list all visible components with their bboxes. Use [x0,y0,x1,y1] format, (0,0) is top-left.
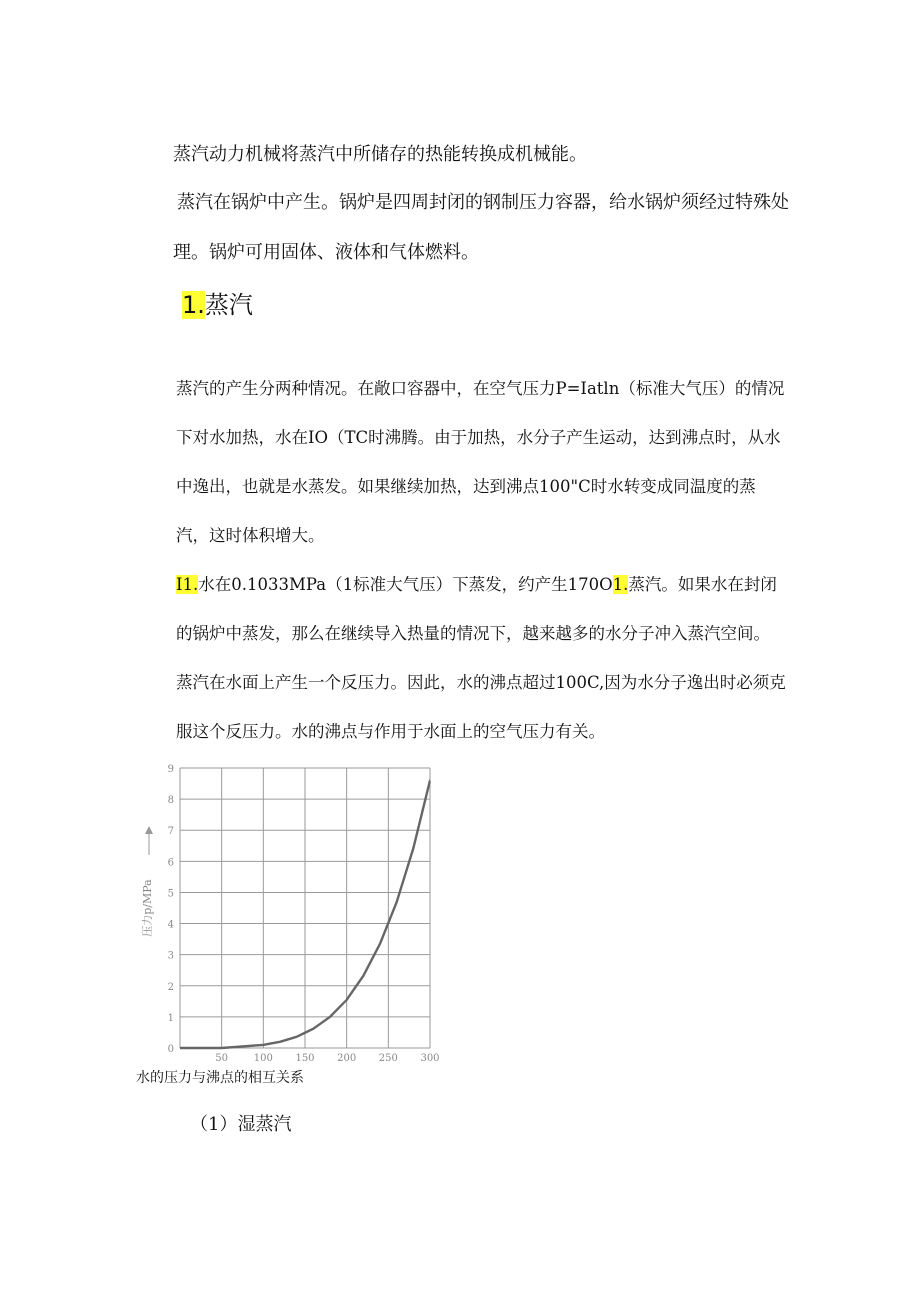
highlight-marker-1: I1. [176,575,199,594]
y-tick-label: 8 [167,795,174,807]
highlight-marker-2: 1. [612,575,629,594]
subheading-wet-steam: （1）湿蒸汽 [190,1114,292,1135]
section-number: 1. [182,291,205,319]
chart-caption: 水的压力与沸点的相互关系 [136,1070,304,1086]
x-tick-label: 250 [378,1053,398,1064]
paragraph-steam-generation: 蒸汽的产生分两种情况。在敞口容器中，在空气压力P=Iatln（标准大气压）的情况下对水加热，水在IO（TC时沸腾。由于加热，水分子产生运动，达到沸点时，从水中逸出，也就是水蒸发。如果继续加热，达到沸点100"C时水转变成同温度的蒸汽，这时体积增大。 [176,379,785,545]
paragraph-closed-boiler-text-1: 水在0.1033MPa（1标准大气压）下蒸发，约产生170O [198,575,613,594]
paragraph-closed-boiler [176,560,786,756]
intro-paragraph-1: 蒸汽动力机械将蒸汽中所储存的热能转换成机械能。 [173,144,587,165]
y-tick-label: 0 [167,1044,174,1055]
x-tick-label: 50 [215,1053,229,1064]
x-tick-label: 200 [337,1053,357,1064]
y-axis-arrow-head [145,826,153,834]
y-tick-label: 5 [167,888,174,900]
section-title: 蒸汽 [204,291,253,319]
y-tick-label: 6 [167,857,174,869]
chart-svg [133,760,443,1065]
x-tick-label: 150 [295,1053,315,1064]
y-tick-label: 3 [167,950,174,962]
y-axis-label: 压力p/MPa [141,879,154,937]
paragraph-closed-boiler-text-2: 蒸汽。如果水在封闭的锅炉中蒸发，那么在继续导入热量的情况下，越来越多的水分子冲入蒸汽空间。蒸汽在水面上产生一个反压力。因此，水的沸点超过100C,因为水分子逸出时必须克服这个反压力。水的沸点与作用于水面上的空气压力有关。 [176,575,786,741]
x-tick-label: 300 [420,1053,440,1064]
y-tick-label: 1 [167,1012,174,1024]
x-tick-label: 100 [253,1053,273,1064]
y-tick-label: 9 [167,764,174,775]
section-heading [182,285,253,320]
intro-paragraph-2: 蒸汽在锅炉中产生。锅炉是四周封闭的钢制压力容器，给水锅炉须经过特殊处理。锅炉可用固体、液体和气体燃料。 [173,192,789,263]
y-tick-label: 4 [167,919,174,931]
pressure-boiling-chart [133,760,443,1065]
y-tick-label: 7 [167,826,174,838]
y-tick-label: 2 [167,981,174,993]
